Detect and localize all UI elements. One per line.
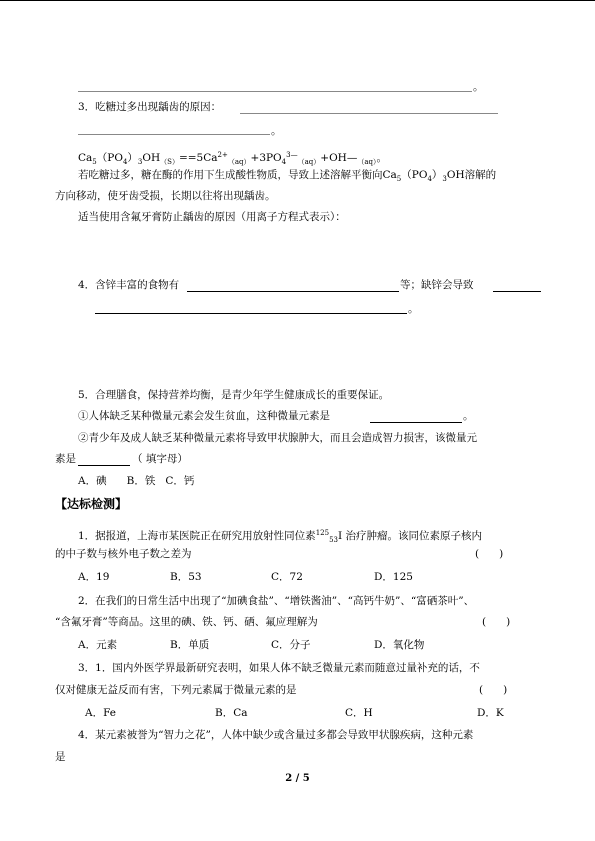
t1-line2: 的中子数与核外电子数之差为 (55, 548, 192, 560)
option-d: D．125 (374, 571, 413, 583)
option-d: D．氧化物 (374, 639, 425, 651)
q3-equation: $Ca_5(PO_4)_3OH_{(S)}==5Ca^{2+}_{(aq)}+3PO_4^{3—}_{(aq)}+OH—_{(aq)}$。 (78, 151, 387, 166)
t4-line1: 4．某元素被誉为“智力之花”，人体中缺少或含量过多都会导致甲状腺疾病，这种元素 (78, 729, 474, 741)
answer-paren: ( ) (475, 548, 504, 560)
q3-prefix: 3．吃糖过多出现龋齿的原因： (78, 101, 222, 113)
q5-statement-1: ①人体缺乏某种微量元素会发生贫血，这种微量元素是 (78, 410, 330, 422)
q4-prefix: 4．含锌丰富的食物有 (78, 279, 180, 291)
q5-options: A．碘 B．铁 C．钙 (78, 475, 195, 487)
answer-line (78, 91, 472, 92)
option-b: B．53 (170, 571, 202, 583)
answer-line (78, 465, 130, 466)
option-c: C．72 (271, 571, 303, 583)
answer-line (240, 113, 498, 114)
q3-paragraph-line2: 方向移动，使牙齿受损，长期以往将出现龋齿。 (55, 190, 276, 202)
q5-statement-2b-a: 素是 (55, 453, 76, 465)
top-rule (0, 0, 595, 1)
q3-paragraph-line3: 适当使用含氟牙膏防止龋齿的原因（用离子方程式表示）： (78, 211, 346, 223)
option-b: B．单质 (170, 639, 210, 651)
end-mark: 。 (463, 410, 474, 422)
section-title: 【达标检测】 (55, 497, 128, 511)
q5-statement-2b-b: （ 填字母） (132, 453, 188, 465)
answer-line (78, 134, 270, 135)
t3-line1: 3．1．国内外医学界最新研究表明，如果人体不缺乏微量元素而随意过量补充的话，不 (78, 662, 480, 674)
q5-intro: 5．合理膳食，保持营养均衡，是青少年学生健康成长的重要保证。 (78, 389, 390, 401)
answer-line (95, 313, 407, 314)
option-c: C．分子 (271, 639, 311, 651)
t2-line2: “含氟牙膏”等商品。这里的碘、铁、钙、硒、氟应理解为 (55, 616, 318, 628)
answer-paren: ( ) (482, 616, 511, 628)
end-mark: 。 (271, 125, 282, 137)
q3-paragraph-line1: 若吃糖过多，糖在酶的作用下生成酸性物质，导致上述溶解平衡向$Ca_5(PO_4)_3OH$溶解的 (78, 169, 497, 183)
option-a: A．元素 (78, 639, 118, 651)
answer-paren: ( ) (479, 684, 508, 696)
t2-line1: 2．在我们的日常生活中出现了“加碘食盐”、“增铁酱油”、“高钙牛奶”、“富硒茶叶”、 (78, 595, 475, 607)
end-mark: 。 (473, 81, 484, 93)
page-number: 2 / 5 (285, 773, 310, 784)
option-c: C．H (345, 707, 373, 719)
q5-statement-2: ②青少年及成人缺乏某种微量元素将导致甲状腺肿大，而且会造成智力损害，该微量元 (78, 432, 477, 444)
option-a: A．19 (78, 571, 110, 583)
end-mark: 。 (408, 303, 419, 315)
answer-line (370, 422, 462, 423)
option-b: B．Ca (215, 707, 248, 719)
option-a: A．Fe (85, 707, 117, 719)
t3-line2: 仅对健康无益反而有害，下列元素属于微量元素的是 (55, 684, 297, 696)
answer-line (493, 291, 541, 292)
t1-line1: 1．据报道，上海市某医院正在研究用放射性同位素$^{125}_{53}$I 治疗肿瘤。该同位素原子核内 (78, 529, 482, 544)
t4-line2: 是 (55, 751, 66, 763)
q4-mid: 等；缺锌会导致 (400, 279, 474, 291)
answer-line (187, 291, 399, 292)
option-d: D．K (477, 707, 504, 719)
